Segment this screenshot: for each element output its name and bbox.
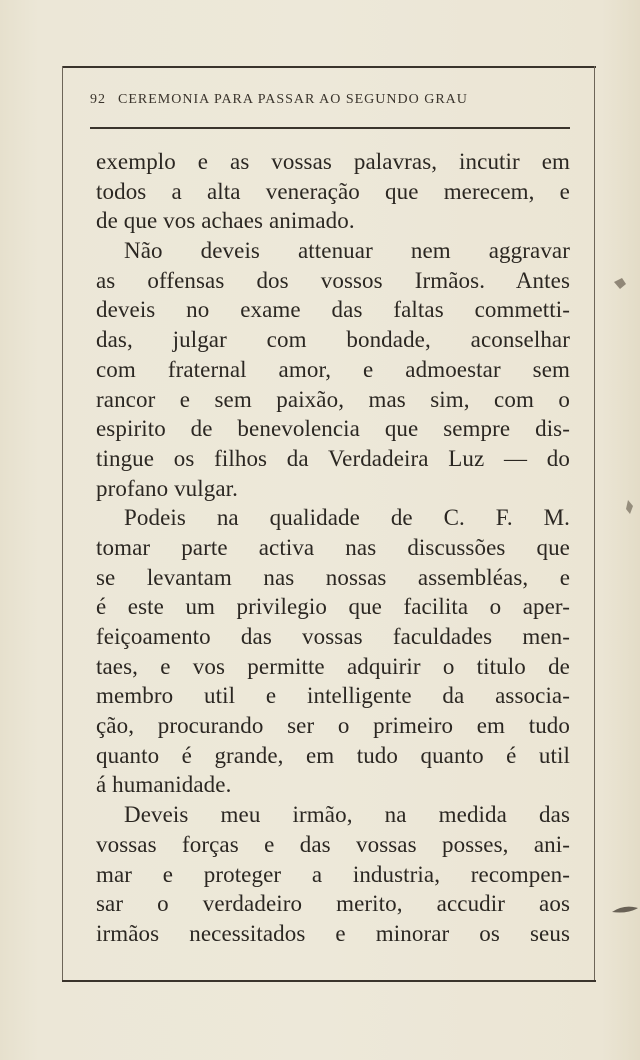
text-line: de que vos achaes animado. bbox=[96, 208, 355, 234]
margin-speck bbox=[612, 907, 638, 913]
header-rule bbox=[90, 127, 570, 129]
text-line: se levantam nas nossas assembléas, e bbox=[96, 564, 570, 590]
text-line: deveis no exame das faltas commetti- bbox=[96, 297, 570, 323]
frame-top-rule bbox=[62, 66, 596, 68]
page-number: 92 bbox=[90, 92, 106, 107]
text-line: feiçoamento das vossas faculdades men- bbox=[96, 624, 570, 649]
frame-right-rule bbox=[594, 66, 595, 982]
margin-speck bbox=[614, 278, 626, 289]
running-title: CEREMONIA PARA PASSAR AO SEGUNDO GRAU bbox=[118, 92, 468, 107]
text-line: tingue os filhos da Verdadeira Luz — do bbox=[96, 445, 570, 471]
margin-speck bbox=[626, 500, 633, 514]
text-line: rancor e sem paixão, mas sim, com o bbox=[96, 386, 570, 412]
text-line: sar o verdadeiro merito, accudir aos bbox=[96, 891, 570, 917]
text-line: é este um privilegio que facilita o aper- bbox=[96, 594, 570, 620]
text-line: Deveis meu irmão, na medida das bbox=[124, 802, 570, 828]
body-text bbox=[96, 147, 570, 949]
running-head bbox=[90, 92, 570, 114]
frame-left-rule bbox=[62, 66, 63, 982]
text-line: todos a alta veneração que merecem, e bbox=[96, 178, 570, 204]
text-line: Podeis na qualidade de C. F. M. bbox=[124, 505, 570, 531]
text-line: com fraternal amor, e admoestar sem bbox=[96, 356, 570, 382]
text-line: á humanidade. bbox=[96, 772, 232, 798]
text-line: tomar parte activa nas discussões que bbox=[96, 534, 570, 560]
text-line: das, julgar com bondade, aconselhar bbox=[96, 327, 570, 353]
text-line: as offensas dos vossos Irmãos. Antes bbox=[96, 267, 570, 293]
text-line: taes, e vos permitte adquirir o titulo de bbox=[96, 653, 570, 679]
text-line: membro util e intelligente da associa- bbox=[96, 683, 570, 709]
text-line: ção, procurando ser o primeiro em tudo bbox=[96, 713, 570, 739]
text-line: quanto é grande, em tudo quanto é util bbox=[96, 742, 570, 768]
frame-bottom-rule bbox=[62, 980, 596, 982]
text-line: espirito de benevolencia que sempre dis- bbox=[96, 416, 570, 442]
text-line: mar e proteger a industria, recompen- bbox=[96, 861, 570, 887]
text-line: Não deveis attenuar nem aggravar bbox=[124, 238, 570, 264]
text-line: exemplo e as vossas palavras, incutir em bbox=[96, 149, 570, 174]
text-line: irmãos necessitados e minorar os seus bbox=[96, 920, 570, 946]
text-line: vossas forças e das vossas posses, ani- bbox=[96, 831, 570, 857]
text-line: profano vulgar. bbox=[96, 475, 239, 501]
